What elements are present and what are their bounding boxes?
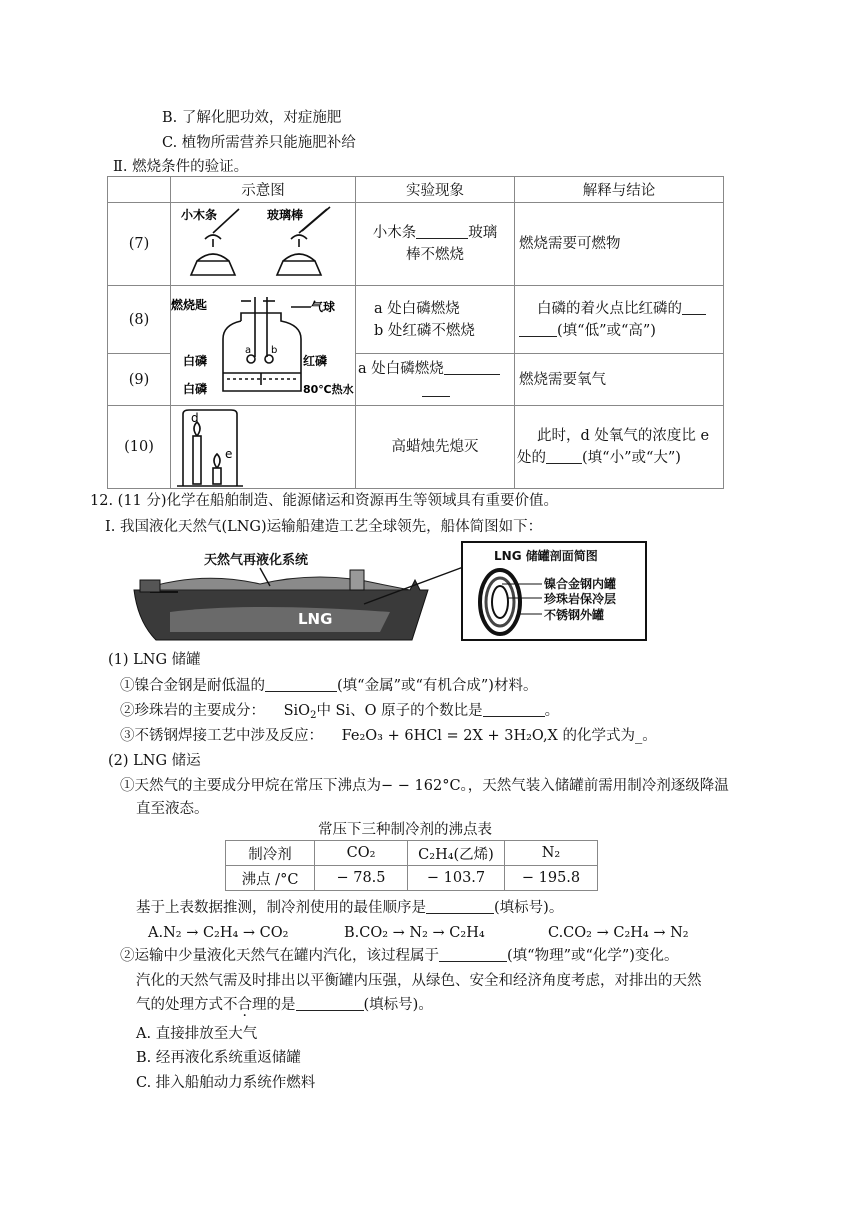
header-cell (108, 177, 171, 203)
question-text: ②珍珠岩的主要成分： (120, 703, 265, 719)
conclusion-text: 白磷的着火点比红磷的 (537, 300, 682, 317)
point-a-label: a (245, 344, 252, 356)
phenomenon-cell (356, 286, 515, 354)
conclusion-text: 燃烧需要氧气 (519, 371, 606, 388)
option-b: B. 了解化肥功效，对症施肥 (162, 110, 342, 126)
question-line (136, 995, 433, 1015)
combustion-table (107, 176, 724, 489)
outer-tank-label: 不锈钢外罐 (544, 608, 605, 622)
answer-blank[interactable] (519, 322, 557, 337)
question-text: ①天然气的主要成分甲烷在常压下沸点为− − 162°C。，天然气装入储罐前需用制冷剂逐级降温 (120, 778, 729, 794)
order-option-b: B.CO₂ → N₂ → C₂H₄ (344, 925, 485, 941)
question-text: (填“金属”或“有机合成”)材料。 (337, 678, 538, 694)
point-e-label: e (225, 447, 233, 461)
question-line (120, 701, 559, 726)
answer-blank[interactable] (265, 677, 337, 692)
white-phosphorus-label: 白磷 (183, 353, 208, 368)
question-text: 气的处理方式 (136, 997, 223, 1013)
spoon-label: 燃烧匙 (171, 297, 208, 312)
question-text: 直至液态。 (136, 801, 209, 817)
question-line (120, 726, 657, 746)
burner-diagram (171, 203, 355, 285)
conclusion-text: 处的 (517, 450, 546, 466)
header-cell: 实验现象 (356, 177, 515, 203)
row-number: (10) (108, 406, 171, 489)
table-row (226, 841, 598, 866)
balloon-label: 气球 (311, 299, 336, 314)
question-text: 的是 (266, 997, 296, 1013)
table-row (108, 286, 724, 354)
conclusion-text: 燃烧需要可燃物 (519, 236, 621, 252)
red-phosphorus-label: 红磷 (303, 353, 328, 368)
conclusion-cell (515, 286, 724, 354)
section-title: Ⅱ. 燃烧条件的验证。 (113, 159, 249, 175)
glass-rod-label: 玻璃棒 (267, 208, 304, 222)
question-text: (填标号)。 (494, 900, 564, 916)
conclusion-cell (515, 354, 724, 406)
order-option-c: C.CO₂ → C₂H₄ → N₂ (548, 925, 689, 941)
part2-title: (2) LNG 储运 (108, 753, 201, 769)
point-d-label: d (191, 411, 199, 425)
question-text: ③不锈钢焊接工艺中涉及反应： (120, 728, 323, 744)
table-caption: 常压下三种制冷剂的沸点表 (318, 822, 492, 838)
reliquefaction-label: 天然气再液化系统 (204, 553, 309, 568)
insulation-layer-label: 珍珠岩保冷层 (544, 592, 617, 606)
row-number: (8) (108, 286, 171, 354)
order-option-a: A.N₂ → C₂H₄ → CO₂ (148, 925, 289, 941)
phenomenon-text: a 处白磷燃烧 (374, 300, 460, 317)
table-row (108, 406, 724, 489)
phenomenon-text: 高蜡烛先熄灭 (391, 439, 479, 455)
answer-blank[interactable] (426, 899, 494, 914)
inner-tank-label: 镍合金钢内罐 (544, 577, 617, 591)
section-intro: I. 我国液化天然气(LNG)运输船建造工艺全球领先，船体简图如下： (105, 519, 543, 535)
question-text: 中 Si、O 原子的个数比是 (316, 703, 483, 719)
tank-section-title: LNG 储罐剖面简图 (494, 549, 598, 563)
conclusion-cell (515, 406, 724, 489)
question-text: ①镍合金钢是耐低温的 (120, 678, 265, 694)
lng-ship-figure (130, 540, 650, 644)
table-cell: 制冷剂 (226, 841, 315, 866)
conclusion-text: (填“小”或“大”) (582, 450, 681, 466)
conclusion-text: (填“低”或“高”) (557, 322, 656, 339)
lng-hull-label: LNG (298, 610, 333, 628)
part1-title: (1) LNG 储罐 (108, 652, 201, 668)
question-text: 基于上表数据推测，制冷剂使用的最佳顺序是 (136, 900, 426, 916)
question-text: 汽化的天然气需及时排出以平衡罐内压强，从绿色、安全和经济角度考虑，对排出的天然 (136, 973, 702, 989)
table-cell: 沸点 /°C (226, 866, 315, 891)
phenomenon-cell (356, 354, 515, 406)
table-row (226, 866, 598, 891)
answer-blank[interactable] (422, 382, 450, 397)
point-b-label: b (271, 344, 278, 356)
phenomenon-text: a 处白磷燃烧 (358, 360, 444, 377)
conclusion-cell (515, 203, 724, 286)
candle-diagram (171, 406, 355, 488)
handle-option-c: C. 排入船舶动力系统作燃料 (136, 1075, 316, 1091)
answer-blank[interactable] (483, 702, 545, 717)
header-cell: 示意图 (171, 177, 356, 203)
question-text: ②运输中少量液化天然气在罐内汽化，该过程属于 (120, 948, 439, 964)
answer-blank[interactable] (444, 360, 500, 375)
reaction-equation: Fe₂O₃ + 6HCl = 2X + 3H₂O (341, 728, 543, 744)
phenomenon-cell (356, 203, 515, 286)
hot-water-label: 80℃热水 (303, 382, 354, 396)
phenomenon-text: 小木条 (372, 225, 417, 241)
table-cell: − 78.5 (315, 866, 408, 891)
answer-blank[interactable] (546, 449, 582, 464)
wood-label: 小木条 (181, 208, 218, 222)
table-cell: − 195.8 (505, 866, 598, 891)
conclusion-text: 此时，d 处氧气的浓度比 e (537, 428, 710, 444)
question-text: ,X 的化学式为_。 (542, 728, 657, 744)
white-phosphorus-label-2: 白磷 (183, 381, 208, 396)
question-line (120, 676, 537, 696)
emphasis-text: 不合理 (223, 997, 267, 1013)
question-text: 。 (544, 703, 560, 719)
diagram-cell (171, 406, 356, 489)
question-line (136, 898, 563, 918)
table-cell: C₂H₄(乙烯) (408, 841, 505, 866)
question-text: (填“物理”或“化学”)变化。 (507, 948, 679, 964)
question-12-title: 12. (11 分)化学在船舶制造、能源储运和资源再生等领域具有重要价值。 (90, 493, 559, 509)
diagram-cell (171, 286, 356, 406)
handle-option-b: B. 经再液化系统重返储罐 (136, 1050, 301, 1066)
phenomenon-text: 棒不燃烧 (406, 247, 464, 263)
flask-diagram (171, 287, 355, 405)
table-cell: N₂ (505, 841, 598, 866)
formula-sio2: SiO$_2$ (283, 703, 317, 721)
phenomenon-cell (356, 406, 515, 489)
table-header-row (108, 177, 724, 203)
answer-blank[interactable] (439, 947, 507, 962)
answer-blank[interactable] (682, 300, 706, 315)
row-number: (9) (108, 354, 171, 406)
phenomenon-text: b 处红磷不燃烧 (374, 322, 475, 339)
option-c: C. 植物所需营养只能施肥补给 (162, 135, 356, 151)
handle-option-a: A. 直接排放至大气 (136, 1026, 258, 1042)
question-text: (填标号)。 (363, 997, 433, 1013)
diagram-cell (171, 203, 356, 286)
question-line (120, 946, 678, 966)
answer-blank[interactable] (416, 224, 468, 239)
table-cell: − 103.7 (408, 866, 505, 891)
answer-blank[interactable] (296, 996, 364, 1011)
table-row (108, 203, 724, 286)
refrigerant-table (225, 840, 598, 891)
phenomenon-text: 玻璃 (468, 225, 498, 241)
header-cell: 解释与结论 (515, 177, 724, 203)
table-cell: CO₂ (315, 841, 408, 866)
row-number: (7) (108, 203, 171, 286)
